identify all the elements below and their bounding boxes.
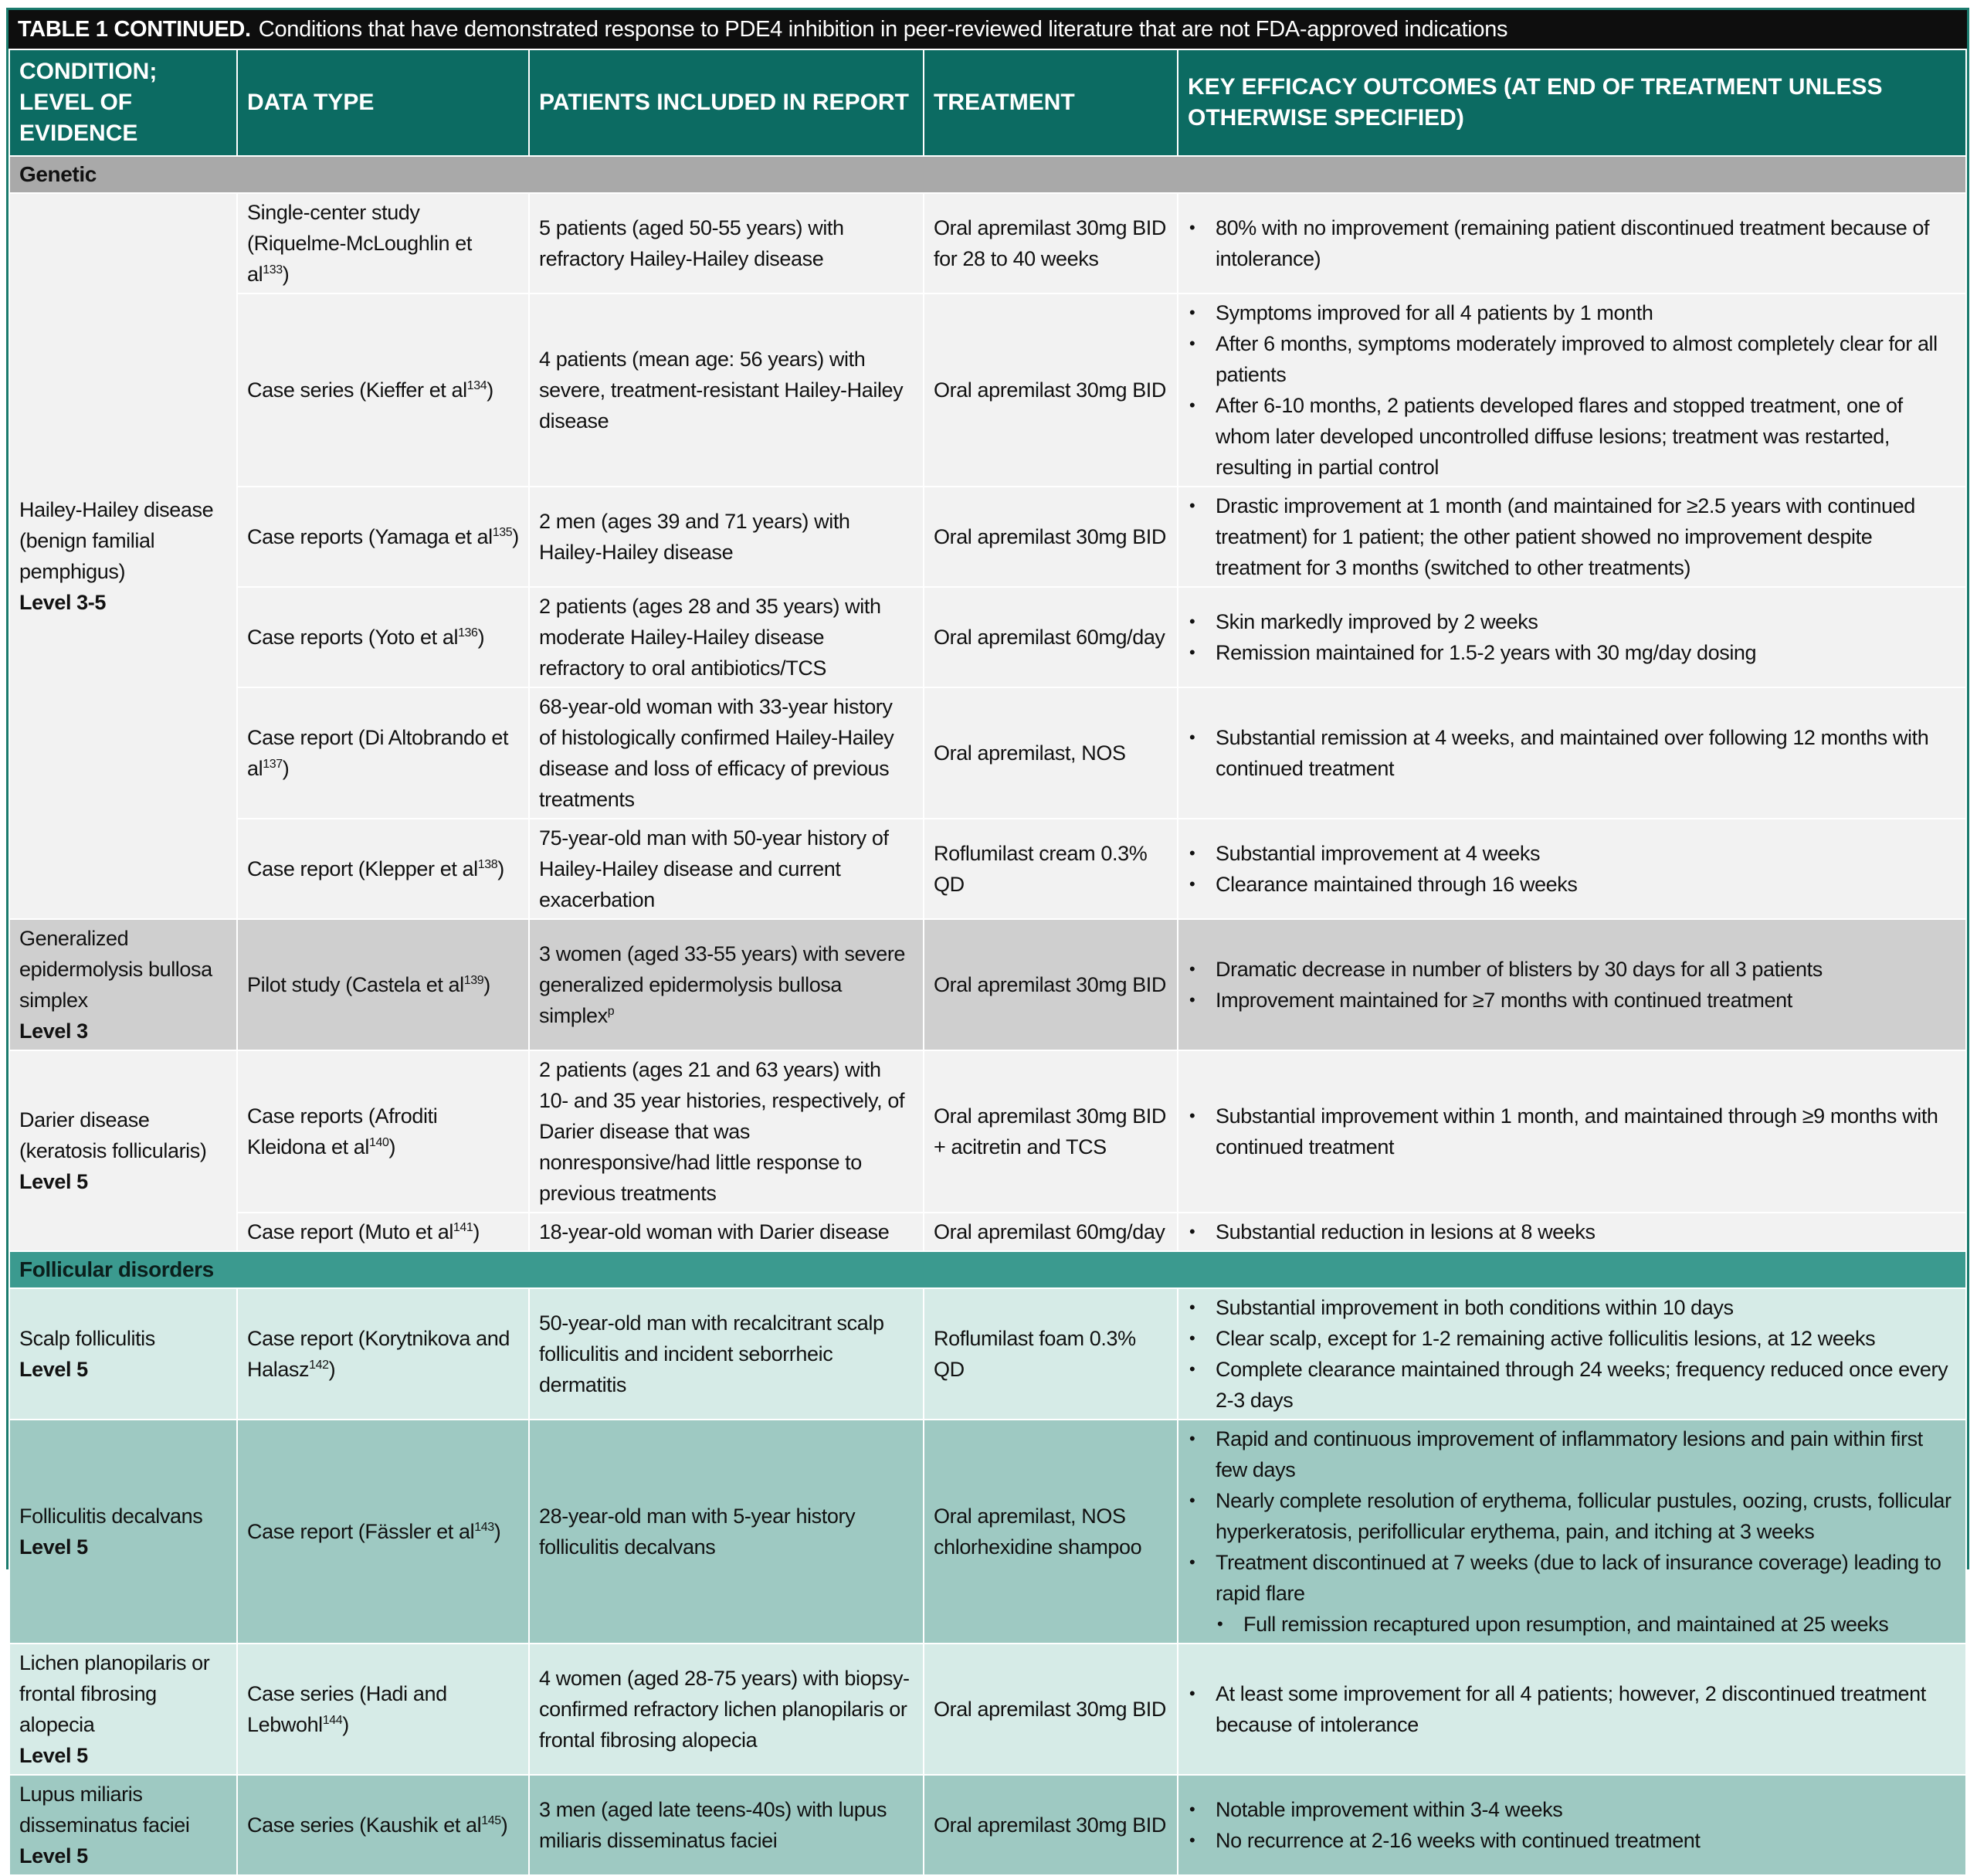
list-item: • Dramatic decrease in number of blisters by 30 days for all 3 patients: [1216, 954, 1956, 985]
treatment-cell: Oral apremilast 30mg BID for 28 to 40 weeks: [924, 193, 1178, 293]
section-label: Follicular disorders: [9, 1251, 1966, 1288]
list-item: • After 6 months, symptoms moderately improved to almost completely clear for all patients: [1216, 328, 1956, 390]
condition-cell: Hailey-Hailey disease (benign familial pemphigus) Level 3-5: [9, 193, 237, 919]
list-item: • No recurrence at 2-16 weeks with continued treatment: [1216, 1825, 1956, 1856]
table-row: [9, 687, 1966, 819]
patients-cell: 28-year-old man with 5-year history folliculitis decalvans: [529, 1420, 924, 1644]
evidence-level: Level 3-5: [19, 591, 106, 614]
patients-cell: 4 patients (mean age: 56 years) with severe, treatment-resistant Hailey-Hailey disease: [529, 293, 924, 487]
data-type-cell: Case report (Klepper et $al^{138}$): [237, 819, 529, 919]
treatment-cell: Oral apremilast 30mg BID: [924, 1775, 1178, 1875]
condition-cell: Folliculitis decalvans Level 5: [9, 1420, 237, 1644]
list-item: • Treatment discontinued at 7 weeks (due to lack of insurance coverage) leading to rapid flare • Full remission recaptured upon resumption, and maintained at 25 weeks: [1216, 1547, 1956, 1640]
data-type-cell: Case report (Korytnikova and Halasz$^{142}$): [237, 1288, 529, 1420]
data-type-cell: Single-center study (Riquelme-McLoughlin et $al^{133}$): [237, 193, 529, 293]
treatment-cell: Oral apremilast 30mg BID: [924, 1644, 1178, 1775]
patients-cell: 68-year-old woman with 33-year history of histologically confirmed Hailey-Hailey disease and loss of efficacy of previous treatments: [529, 687, 924, 819]
treatment-cell: Oral apremilast 60mg/day: [924, 587, 1178, 687]
list-item: • Nearly complete resolution of erythema, follicular pustules, oozing, crusts, follicular hyperkeratosis, perifollicular erythema, pain, and itching at 3 weeks: [1216, 1485, 1956, 1547]
outcomes-cell: [1178, 1213, 1966, 1251]
table-row: [9, 1420, 1966, 1644]
treatment-cell: Oral apremilast 60mg/day: [924, 1213, 1178, 1251]
patients-cell: 75-year-old man with 50-year history of Hailey-Hailey disease and current exacerbation: [529, 819, 924, 919]
list-item: • Improvement maintained for ≥7 months with continued treatment: [1216, 985, 1956, 1016]
condition-cell: Generalized epidermolysis bullosa simplex Level 3: [9, 919, 237, 1050]
patients-cell: 2 patients (ages 28 and 35 years) with moderate Hailey-Hailey disease refractory to oral antibiotics/TCS: [529, 587, 924, 687]
header-condition: CONDITION; LEVEL OF EVIDENCE: [9, 49, 237, 156]
outcomes-cell: [1178, 293, 1966, 487]
table-row: [9, 1050, 1966, 1213]
list-item: • After 6-10 months, 2 patients developed flares and stopped treatment, one of whom later developed uncontrolled diffuse lesions; treatment was restarted, resulting in partial control: [1216, 390, 1956, 483]
treatment-cell: Oral apremilast, NOS: [924, 687, 1178, 819]
list-item: • Clear scalp, except for 1-2 remaining active folliculitis lesions, at 12 weeks: [1216, 1323, 1956, 1354]
data-type-cell: Case series (Kaushik et $al^{145}$): [237, 1775, 529, 1875]
list-item: • 80% with no improvement (remaining patient discontinued treatment because of intolerance): [1216, 212, 1956, 274]
table-row: [9, 487, 1966, 587]
outcomes-cell: [1178, 1775, 1966, 1875]
table-frame: [6, 8, 1969, 1868]
treatment-cell: Roflumilast cream 0.3% QD: [924, 819, 1178, 919]
data-type-cell: Case report (Muto et $al^{141}$): [237, 1213, 529, 1251]
list-item: • Notable improvement within 3-4 weeks: [1216, 1794, 1956, 1825]
outcomes-cell: [1178, 1288, 1966, 1420]
patients-cell: 3 women (aged 33-55 years) with severe generalized epidermolysis bullosa simplex$^p$: [529, 919, 924, 1050]
outcomes-cell: [1178, 193, 1966, 293]
list-item: • At least some improvement for all 4 patients; however, 2 discontinued treatment because of intolerance: [1216, 1678, 1956, 1740]
outcomes-cell: [1178, 487, 1966, 587]
evidence-level: Level 5: [19, 1170, 88, 1193]
table-row: [9, 587, 1966, 687]
evidence-level: Level 5: [19, 1535, 88, 1559]
list-item: • Skin markedly improved by 2 weeks: [1216, 606, 1956, 637]
data-type-cell: Case series (Kieffer et $al^{134}$): [237, 293, 529, 487]
data-type-cell: Case reports (Afroditi Kleidona et $al^{140}$): [237, 1050, 529, 1213]
header-row: [9, 49, 1966, 156]
treatment-cell: Oral apremilast, NOS chlorhexidine shampoo: [924, 1420, 1178, 1644]
patients-cell: 4 women (aged 28-75 years) with biopsy-confirmed refractory lichen planopilaris or frontal fibrosing alopecia: [529, 1644, 924, 1775]
evidence-level: Level 5: [19, 1744, 88, 1767]
list-item: • Drastic improvement at 1 month (and maintained for ≥2.5 years with continued treatment) for 1 patient; the other patient showed no improvement despite treatment for 3 months (switched to other treatments): [1216, 490, 1956, 583]
section-follicular: [9, 1251, 1966, 1288]
section-label: Genetic: [9, 156, 1966, 193]
patients-cell: 18-year-old woman with Darier disease: [529, 1213, 924, 1251]
outcomes-cell: [1178, 819, 1966, 919]
table-row: [9, 919, 1966, 1050]
data-type-cell: Pilot study (Castela et $al^{139}$): [237, 919, 529, 1050]
table-title-label: TABLE 1 CONTINUED.: [18, 16, 251, 42]
evidence-level: Level 5: [19, 1844, 88, 1868]
outcomes-cell: [1178, 1050, 1966, 1213]
data-type-cell: Case reports (Yamaga et $al^{135}$): [237, 487, 529, 587]
condition-cell: Darier disease (keratosis follicularis) Level 5: [9, 1050, 237, 1251]
condition-cell: Lupus miliaris disseminatus faciei Level 5: [9, 1775, 237, 1875]
list-item: • Substantial improvement at 4 weeks: [1216, 838, 1956, 869]
table-title-text: Conditions that have demonstrated response to PDE4 inhibition in peer-reviewed literature that are not FDA-approved indications: [258, 16, 1508, 42]
header-patients: PATIENTS INCLUDED IN REPORT: [529, 49, 924, 156]
list-item: • Clearance maintained through 16 weeks: [1216, 869, 1956, 900]
list-item: • Remission maintained for 1.5-2 years with 30 mg/day dosing: [1216, 637, 1956, 668]
list-item: • Substantial remission at 4 weeks, and maintained over following 12 months with continued treatment: [1216, 722, 1956, 784]
data-type-cell: Case report (Fässler et $al^{143}$): [237, 1420, 529, 1644]
outcomes-cell: [1178, 1644, 1966, 1775]
evidence-level: Level 3: [19, 1019, 88, 1043]
condition-cell: Scalp folliculitis Level 5: [9, 1288, 237, 1420]
list-item: • Symptoms improved for all 4 patients by 1 month: [1216, 297, 1956, 328]
section-genetic: [9, 156, 1966, 193]
list-item: • Substantial improvement within 1 month, and maintained through ≥9 months with continued treatment: [1216, 1101, 1956, 1162]
table-title: [8, 10, 1967, 49]
table-row: [9, 1213, 1966, 1251]
patients-cell: 2 men (ages 39 and 71 years) with Hailey-Hailey disease: [529, 487, 924, 587]
list-item: • Substantial reduction in lesions at 8 weeks: [1216, 1216, 1956, 1247]
treatment-cell: Oral apremilast 30mg BID + acitretin and TCS: [924, 1050, 1178, 1213]
table-row: [9, 293, 1966, 487]
condition-cell: Lichen planopilaris or frontal fibrosing alopecia Level 5: [9, 1644, 237, 1775]
outcomes-cell: [1178, 587, 1966, 687]
treatment-cell: Oral apremilast 30mg BID: [924, 293, 1178, 487]
patients-cell: 5 patients (aged 50-55 years) with refractory Hailey-Hailey disease: [529, 193, 924, 293]
outcomes-cell: [1178, 1420, 1966, 1644]
table-row: [9, 1644, 1966, 1775]
table-row: [9, 1775, 1966, 1875]
data-type-cell: Case series (Hadi and Lebwohl$^{144}$): [237, 1644, 529, 1775]
table-row: [9, 819, 1966, 919]
patients-cell: 3 men (aged late teens-40s) with lupus miliaris disseminatus faciei: [529, 1775, 924, 1875]
header-outcomes: KEY EFFICACY OUTCOMES (AT END OF TREATMENT UNLESS OTHERWISE SPECIFIED): [1178, 49, 1966, 156]
sub-list-item: • Full remission recaptured upon resumption, and maintained at 25 weeks: [1243, 1609, 1956, 1640]
outcomes-cell: [1178, 919, 1966, 1050]
header-treatment: TREATMENT: [924, 49, 1178, 156]
treatment-cell: Oral apremilast 30mg BID: [924, 919, 1178, 1050]
table-row: [9, 193, 1966, 293]
treatment-cell: Oral apremilast 30mg BID: [924, 487, 1178, 587]
treatment-cell: Roflumilast foam 0.3% QD: [924, 1288, 1178, 1420]
table-row: [9, 1288, 1966, 1420]
patients-cell: 50-year-old man with recalcitrant scalp folliculitis and incident seborrheic dermatitis: [529, 1288, 924, 1420]
outcomes-cell: [1178, 687, 1966, 819]
data-type-cell: Case reports (Yoto et $al^{136}$): [237, 587, 529, 687]
patients-cell: 2 patients (ages 21 and 63 years) with 10- and 35 year histories, respectively, of Darier disease that was nonresponsive/had little response to previous treatments: [529, 1050, 924, 1213]
list-item: • Substantial improvement in both conditions within 10 days: [1216, 1292, 1956, 1323]
evidence-level: Level 5: [19, 1358, 88, 1381]
list-item: • Complete clearance maintained through 24 weeks; frequency reduced once every 2-3 days: [1216, 1354, 1956, 1416]
list-item: • Rapid and continuous improvement of inflammatory lesions and pain within first few days: [1216, 1423, 1956, 1485]
data-type-cell: Case report (Di Altobrando et $al^{137}$): [237, 687, 529, 819]
conditions-table: [8, 49, 1967, 1876]
header-data-type: DATA TYPE: [237, 49, 529, 156]
